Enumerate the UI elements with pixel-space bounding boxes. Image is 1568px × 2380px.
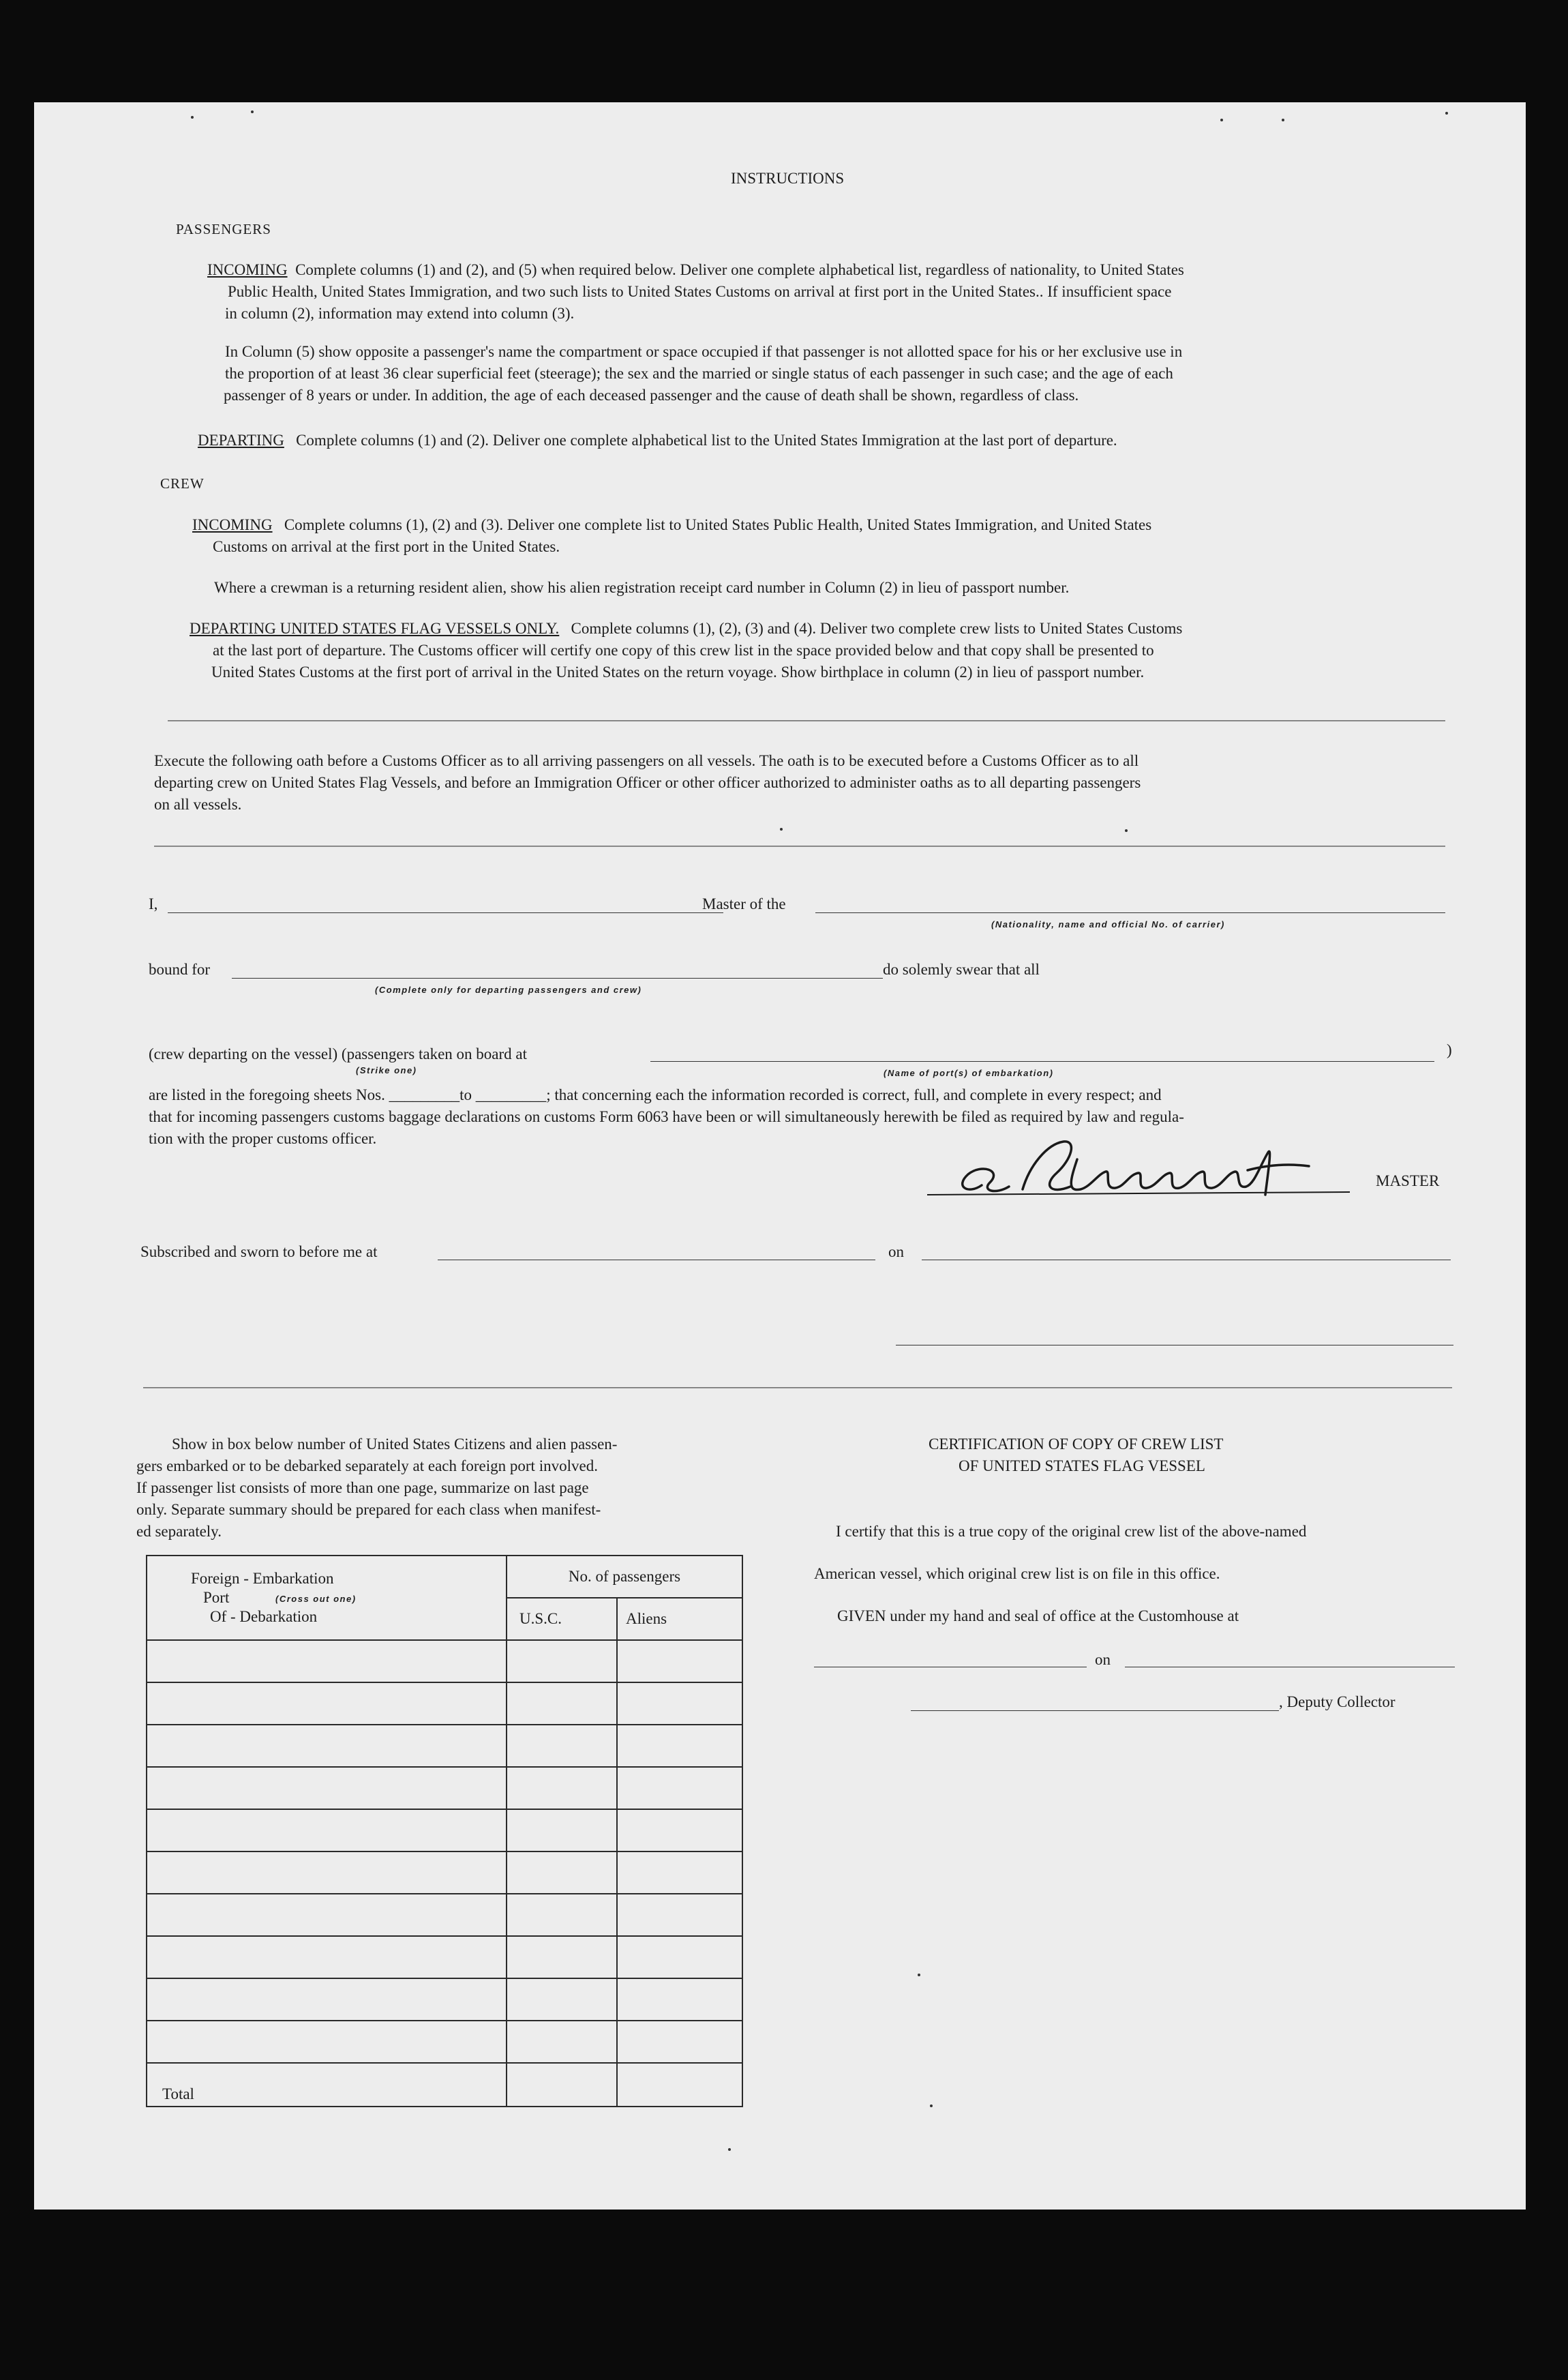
- oath-body-line-3: tion with the proper customs officer.: [149, 1130, 377, 1147]
- aliens-cell[interactable]: [617, 1809, 742, 1851]
- port-cell[interactable]: [147, 1936, 507, 1978]
- usc-cell[interactable]: [507, 1682, 617, 1725]
- oath-body-line-1: are listed in the foregoing sheets Nos. _________to _________; that concerning each the information recorded is correct, full, and complete in every respect; and: [149, 1086, 1162, 1103]
- crew-departing-line-3: United States Customs at the first port of arrival in the United States on the return voyage. Show birthplace in column (2) in lieu of passport number.: [211, 664, 1145, 681]
- oath-i-label: I,: [149, 895, 158, 912]
- on-label: on: [888, 1243, 904, 1260]
- crew-departing-line-2: at the last port of departure. The Customs officer will certify one copy of this crew list in the space provided below and that copy shall be presented to: [213, 642, 1154, 659]
- certification-title-line-2: OF UNITED STATES FLAG VESSEL: [959, 1457, 1205, 1474]
- usc-cell[interactable]: [507, 1809, 617, 1851]
- aliens-cell[interactable]: [617, 1640, 742, 1682]
- usc-cell[interactable]: [507, 1725, 617, 1767]
- usc-cell[interactable]: [507, 1640, 617, 1682]
- column5-line-2: the proportion of at least 36 clear superficial feet (steerage); the sex and the married or single status of each passenger in such case; and the age of each: [225, 365, 1173, 382]
- separator-line: [154, 846, 1445, 847]
- total-usc-cell[interactable]: [507, 2063, 617, 2107]
- separator-line: [168, 720, 1445, 722]
- aliens-cell[interactable]: [617, 1978, 742, 2021]
- usc-header: U.S.C.: [507, 1598, 617, 1640]
- passengers-incoming-line-1: INCOMING Complete columns (1) and (2), and (5) when required below. Deliver one complete alphabetical list, regardless of nationality, to United States: [207, 261, 1184, 278]
- port-cell[interactable]: [147, 1894, 507, 1936]
- master-signature: [927, 1132, 1350, 1200]
- crew-departing-line-1: DEPARTING UNITED STATES FLAG VESSELS ONLY. Complete columns (1), (2), (3) and (4). Deliver two complete crew lists to United States Customs: [190, 620, 1183, 637]
- bound-for-field[interactable]: [232, 978, 883, 979]
- port-cell[interactable]: [147, 1682, 507, 1725]
- passengers-departing-label: DEPARTING: [198, 432, 284, 449]
- carrier-caption: (Nationality, name and official No. of carrier): [991, 919, 1225, 929]
- master-label: MASTER: [1376, 1172, 1440, 1189]
- port-cell[interactable]: [147, 1851, 507, 1894]
- master-of-the-label: Master of the: [702, 895, 786, 912]
- certification-title-line-1: CERTIFICATION OF COPY OF CREW LIST: [929, 1436, 1224, 1453]
- aliens-cell[interactable]: [617, 1767, 742, 1809]
- swear-text: do solemly swear that all: [883, 961, 1040, 978]
- passengers-heading: PASSENGERS: [176, 221, 271, 237]
- no-of-passengers-header: No. of passengers: [507, 1556, 742, 1598]
- crew-incoming-line-1: INCOMING Complete columns (1), (2) and (3). Deliver one complete list to United States Public Health, United States Immigration, and United States: [192, 516, 1152, 533]
- summary-line-3: If passenger list consists of more than one page, summarize on last page: [136, 1479, 589, 1496]
- oath-instructions-line-1: Execute the following oath before a Customs Officer as to all arriving passengers on all vessels. The oath is to be executed before a Customs Officer as to all: [154, 752, 1139, 769]
- certify-line-1: I certify that this is a true copy of the original crew list of the above-named: [836, 1523, 1307, 1540]
- column5-line-1: In Column (5) show opposite a passenger's name the compartment or space occupied if that passenger is not allotted space for his or her exclusive use in: [225, 343, 1183, 360]
- usc-cell[interactable]: [507, 1894, 617, 1936]
- strike-one-caption: (Strike one): [356, 1065, 417, 1075]
- port-cell[interactable]: [147, 1640, 507, 1682]
- total-aliens-cell[interactable]: [617, 2063, 742, 2107]
- passengers-incoming-label: INCOMING: [207, 261, 288, 278]
- passengers-departing: DEPARTING Complete columns (1) and (2). Deliver one complete alphabetical list to the United States Immigration at the last port of departure.: [198, 432, 1117, 449]
- oath-body-line-2: that for incoming passengers customs baggage declarations on customs Form 6063 have been or will simultaneously herewith be filed as required by law and regula-: [149, 1108, 1184, 1125]
- port-cell[interactable]: [147, 1725, 507, 1767]
- port-header: Foreign - Embarkation Port (Cross out one) Of - Debarkation: [147, 1556, 507, 1640]
- certification-on-label: on: [1095, 1651, 1111, 1668]
- crew-incoming-line-2: Customs on arrival at the first port in the United States.: [213, 538, 560, 555]
- summary-line-5: ed separately.: [136, 1523, 222, 1540]
- aliens-cell[interactable]: [617, 1682, 742, 1725]
- deputy-collector-label: , Deputy Collector: [1279, 1693, 1396, 1710]
- aliens-header: Aliens: [617, 1598, 742, 1640]
- total-label: Total: [147, 2063, 507, 2107]
- port-cell[interactable]: [147, 1809, 507, 1851]
- port-cell[interactable]: [147, 1978, 507, 2021]
- carrier-field[interactable]: [815, 912, 1445, 913]
- crew-incoming-label: INCOMING: [192, 516, 273, 533]
- oath-instructions-line-3: on all vessels.: [154, 796, 242, 813]
- usc-cell[interactable]: [507, 1851, 617, 1894]
- separator-line: [143, 1387, 1452, 1388]
- crew-passengers-label: (crew departing on the vessel) (passengers taken on board at: [149, 1045, 527, 1062]
- oath-instructions-line-2: departing crew on United States Flag Vessels, and before an Immigration Officer or other officer authorized to administer oaths as to all departing passengers: [154, 774, 1141, 791]
- crew-heading: CREW: [160, 475, 205, 492]
- aliens-cell[interactable]: [617, 2021, 742, 2063]
- passengers-incoming-line-3: in column (2), information may extend into column (3).: [225, 305, 575, 322]
- embarkation-caption: (Name of port(s) of embarkation): [884, 1068, 1054, 1078]
- summary-line-2: gers embarked or to be debarked separately at each foreign port involved.: [136, 1457, 598, 1474]
- port-cell[interactable]: [147, 1767, 507, 1809]
- summary-line-1: Show in box below number of United States Citizens and alien passen-: [172, 1436, 618, 1453]
- usc-cell[interactable]: [507, 1767, 617, 1809]
- subscribed-label: Subscribed and sworn to before me at: [140, 1243, 378, 1260]
- usc-cell[interactable]: [507, 1978, 617, 2021]
- deputy-collector-field[interactable]: [911, 1710, 1279, 1711]
- bound-for-label: bound for: [149, 961, 211, 978]
- resident-alien-note: Where a crewman is a returning resident alien, show his alien registration receipt card number in Column (2) in lieu of passport number.: [214, 579, 1070, 596]
- page-title: INSTRUCTIONS: [731, 170, 845, 187]
- aliens-cell[interactable]: [617, 1894, 742, 1936]
- aliens-cell[interactable]: [617, 1725, 742, 1767]
- column5-line-3: passenger of 8 years or under. In addition, the age of each deceased passenger and the cause of death shall be shown, regardless of class.: [224, 387, 1079, 404]
- bound-for-caption: (Complete only for departing passengers and crew): [375, 985, 642, 995]
- aliens-cell[interactable]: [617, 1936, 742, 1978]
- embarkation-port-field[interactable]: [650, 1061, 1434, 1062]
- crew-departing-label: DEPARTING UNITED STATES FLAG VESSELS ONLY.: [190, 620, 560, 637]
- passengers-incoming-line-2: Public Health, United States Immigration, and two such lists to United States Customs on arrival at first port in the United States.. If insufficient space: [228, 283, 1172, 300]
- summary-line-4: only. Separate summary should be prepared for each class when manifest-: [136, 1501, 601, 1518]
- certify-line-2: American vessel, which original crew list is on file in this office.: [814, 1565, 1220, 1582]
- passenger-summary-table: [146, 1555, 743, 2107]
- aliens-cell[interactable]: [617, 1851, 742, 1894]
- form-sheet: [34, 102, 1526, 2210]
- usc-cell[interactable]: [507, 2021, 617, 2063]
- usc-cell[interactable]: [507, 1936, 617, 1978]
- port-cell[interactable]: [147, 2021, 507, 2063]
- master-name-field[interactable]: [168, 912, 723, 913]
- close-paren: ): [1447, 1041, 1452, 1058]
- given-text: GIVEN under my hand and seal of office at the Customhouse at: [837, 1607, 1239, 1624]
